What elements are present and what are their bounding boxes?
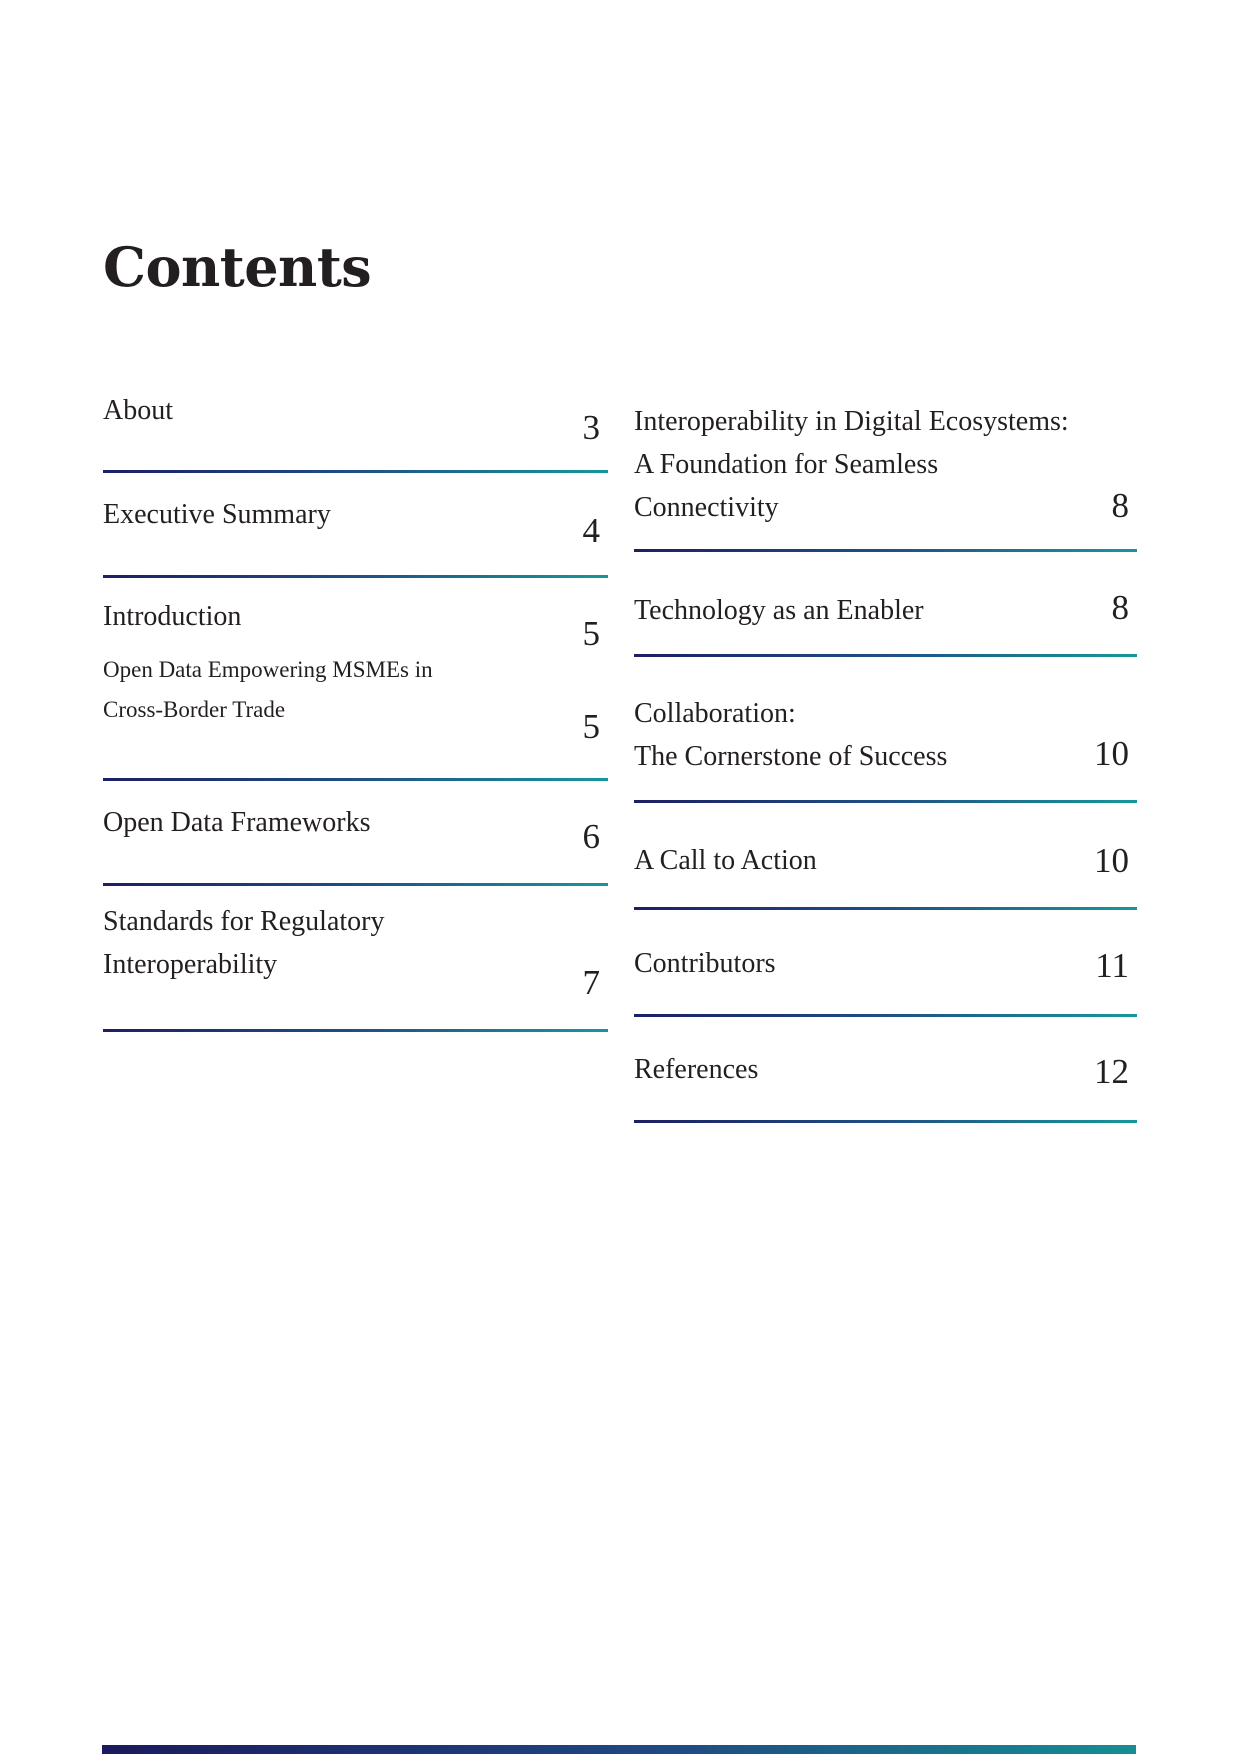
toc-entry-label: Interoperability in Digital Ecosystems: A Foundation for Seamless Connectivity (634, 406, 1069, 523)
toc-entry-page: 4 (582, 511, 600, 550)
toc-entry-page: 10 (1094, 734, 1129, 773)
page-title: Contents (103, 235, 372, 299)
toc-entry-label: Technology as an Enabler (634, 595, 924, 626)
toc-entry-label: Contributors (634, 948, 776, 979)
toc-divider (103, 470, 608, 473)
toc-entry-label: Executive Summary (103, 499, 331, 530)
toc-entry-page: 7 (582, 963, 600, 1002)
toc-subentry-page: 5 (582, 707, 600, 746)
toc-entry-introduction[interactable] (103, 579, 608, 780)
toc-entry-label: Open Data Frameworks (103, 807, 371, 838)
toc-entry-page: 5 (582, 614, 600, 653)
toc-entry-call-to-action[interactable] (634, 803, 1137, 911)
toc-divider (103, 1029, 608, 1032)
toc-entry-page: 8 (1111, 486, 1129, 525)
toc-entry-references[interactable] (634, 1016, 1137, 1126)
toc-divider (634, 1120, 1137, 1123)
toc-entry-technology-enabler[interactable] (634, 553, 1137, 657)
toc-divider (103, 575, 608, 578)
footer-gradient-bar (102, 1745, 1136, 1754)
toc-entry-label: References (634, 1054, 759, 1085)
toc-divider (634, 907, 1137, 910)
toc-entry-open-data-frameworks[interactable] (103, 780, 608, 886)
toc-entry-label: Collaboration: The Cornerstone of Success (634, 698, 948, 772)
toc-entry-label: Standards for Regulatory Interoperability (103, 906, 385, 980)
toc-entry-collaboration[interactable] (634, 657, 1137, 803)
toc-entry-label: A Call to Action (634, 845, 817, 876)
toc-subentry-label: Open Data Empowering MSMEs in Cross-Border Trade (103, 657, 433, 722)
toc-entry-page: 3 (582, 408, 600, 447)
toc-entry-page: 11 (1095, 946, 1129, 985)
toc-entry-label: About (103, 395, 173, 426)
toc-entry-executive-summary[interactable] (103, 475, 608, 579)
toc-entry-page: 6 (582, 817, 600, 856)
toc-right-column (634, 400, 1137, 1130)
toc-left-column (103, 380, 608, 1040)
toc-entry-page: 12 (1094, 1052, 1129, 1091)
toc-divider (634, 549, 1137, 552)
toc-entry-page: 8 (1111, 588, 1129, 627)
toc-entry-standards-regulatory-interoperability[interactable] (103, 886, 608, 1036)
toc-entry-label: Introduction (103, 601, 242, 632)
toc-entry-page: 10 (1094, 841, 1129, 880)
toc-entry-about[interactable] (103, 380, 608, 475)
toc-entry-interoperability-digital-ecosystems[interactable] (634, 400, 1137, 553)
toc-entry-contributors[interactable] (634, 911, 1137, 1016)
